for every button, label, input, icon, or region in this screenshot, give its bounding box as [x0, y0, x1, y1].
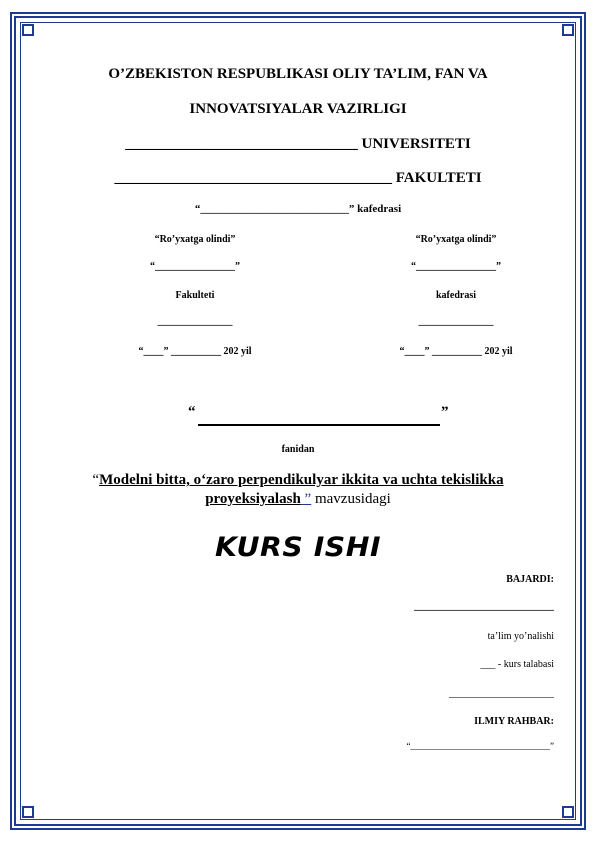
- topic-line-1: [0, 472, 596, 489]
- left-approval-unit: Fakulteti: [175, 290, 215, 301]
- performer-name-line: ____________________________: [414, 601, 554, 612]
- performer-label: BAJARDI:: [506, 574, 554, 585]
- right-approval-title: “Ro’yxatga olindi”: [415, 234, 497, 245]
- corner-ornament: [22, 806, 34, 818]
- university-line: _______________________________ UNIVERSITETI: [125, 136, 471, 152]
- left-approval-title: “Ro’yxatga olindi”: [154, 234, 236, 245]
- performer-course: ___ - kurs talabasi: [480, 659, 554, 670]
- topic-close-quote: ”: [300, 491, 312, 507]
- left-approval-sign-line: _______________: [157, 316, 233, 327]
- right-approval-unit: kafedrasi: [436, 290, 476, 301]
- document-title: KURS ISHI: [214, 532, 382, 563]
- right-approval-name-line: “________________”: [411, 261, 501, 272]
- department-line: “___________________________” kafedrasi: [194, 203, 402, 215]
- supervisor-label: ILMIY RAHBAR:: [474, 716, 554, 727]
- left-approval-name-line: “________________”: [150, 261, 240, 272]
- topic-text-2: proyeksiyalash: [205, 491, 301, 507]
- topic-suffix: mavzusidagi: [311, 491, 391, 507]
- faculty-line: _____________________________________ FAKULTETI: [114, 170, 482, 186]
- supervisor-name-line: “_______________________________”: [406, 741, 554, 751]
- corner-ornament: [562, 806, 574, 818]
- topic-line-2: [0, 491, 596, 508]
- corner-ornament: [562, 24, 574, 36]
- right-approval-sign-line: _______________: [418, 316, 494, 327]
- topic-open-quote: “: [92, 472, 100, 488]
- subject-open-quote: “: [188, 404, 196, 420]
- right-approval-date: “____” __________ 202 yil: [399, 346, 513, 357]
- performer-direction: ta’lim yo’nalishi: [487, 631, 554, 642]
- corner-ornament: [22, 24, 34, 36]
- topic-text-1: Modelni bitta, o‘zaro perpendikulyar ikkita va uchta tekislikka: [99, 472, 504, 488]
- left-approval-date: “____” __________ 202 yil: [138, 346, 252, 357]
- performer-extra-line: _____________________: [449, 688, 554, 699]
- subject-suffix: fanidan: [281, 444, 315, 455]
- subject-close-quote: ”: [441, 404, 449, 420]
- ministry-line-2: INNOVATSIYALAR VAZIRLIGI: [189, 101, 407, 117]
- subject-blank-line: [198, 424, 440, 426]
- ministry-line-1: O’ZBEKISTON RESPUBLIKASI OLIY TA’LIM, FAN VA: [108, 66, 488, 82]
